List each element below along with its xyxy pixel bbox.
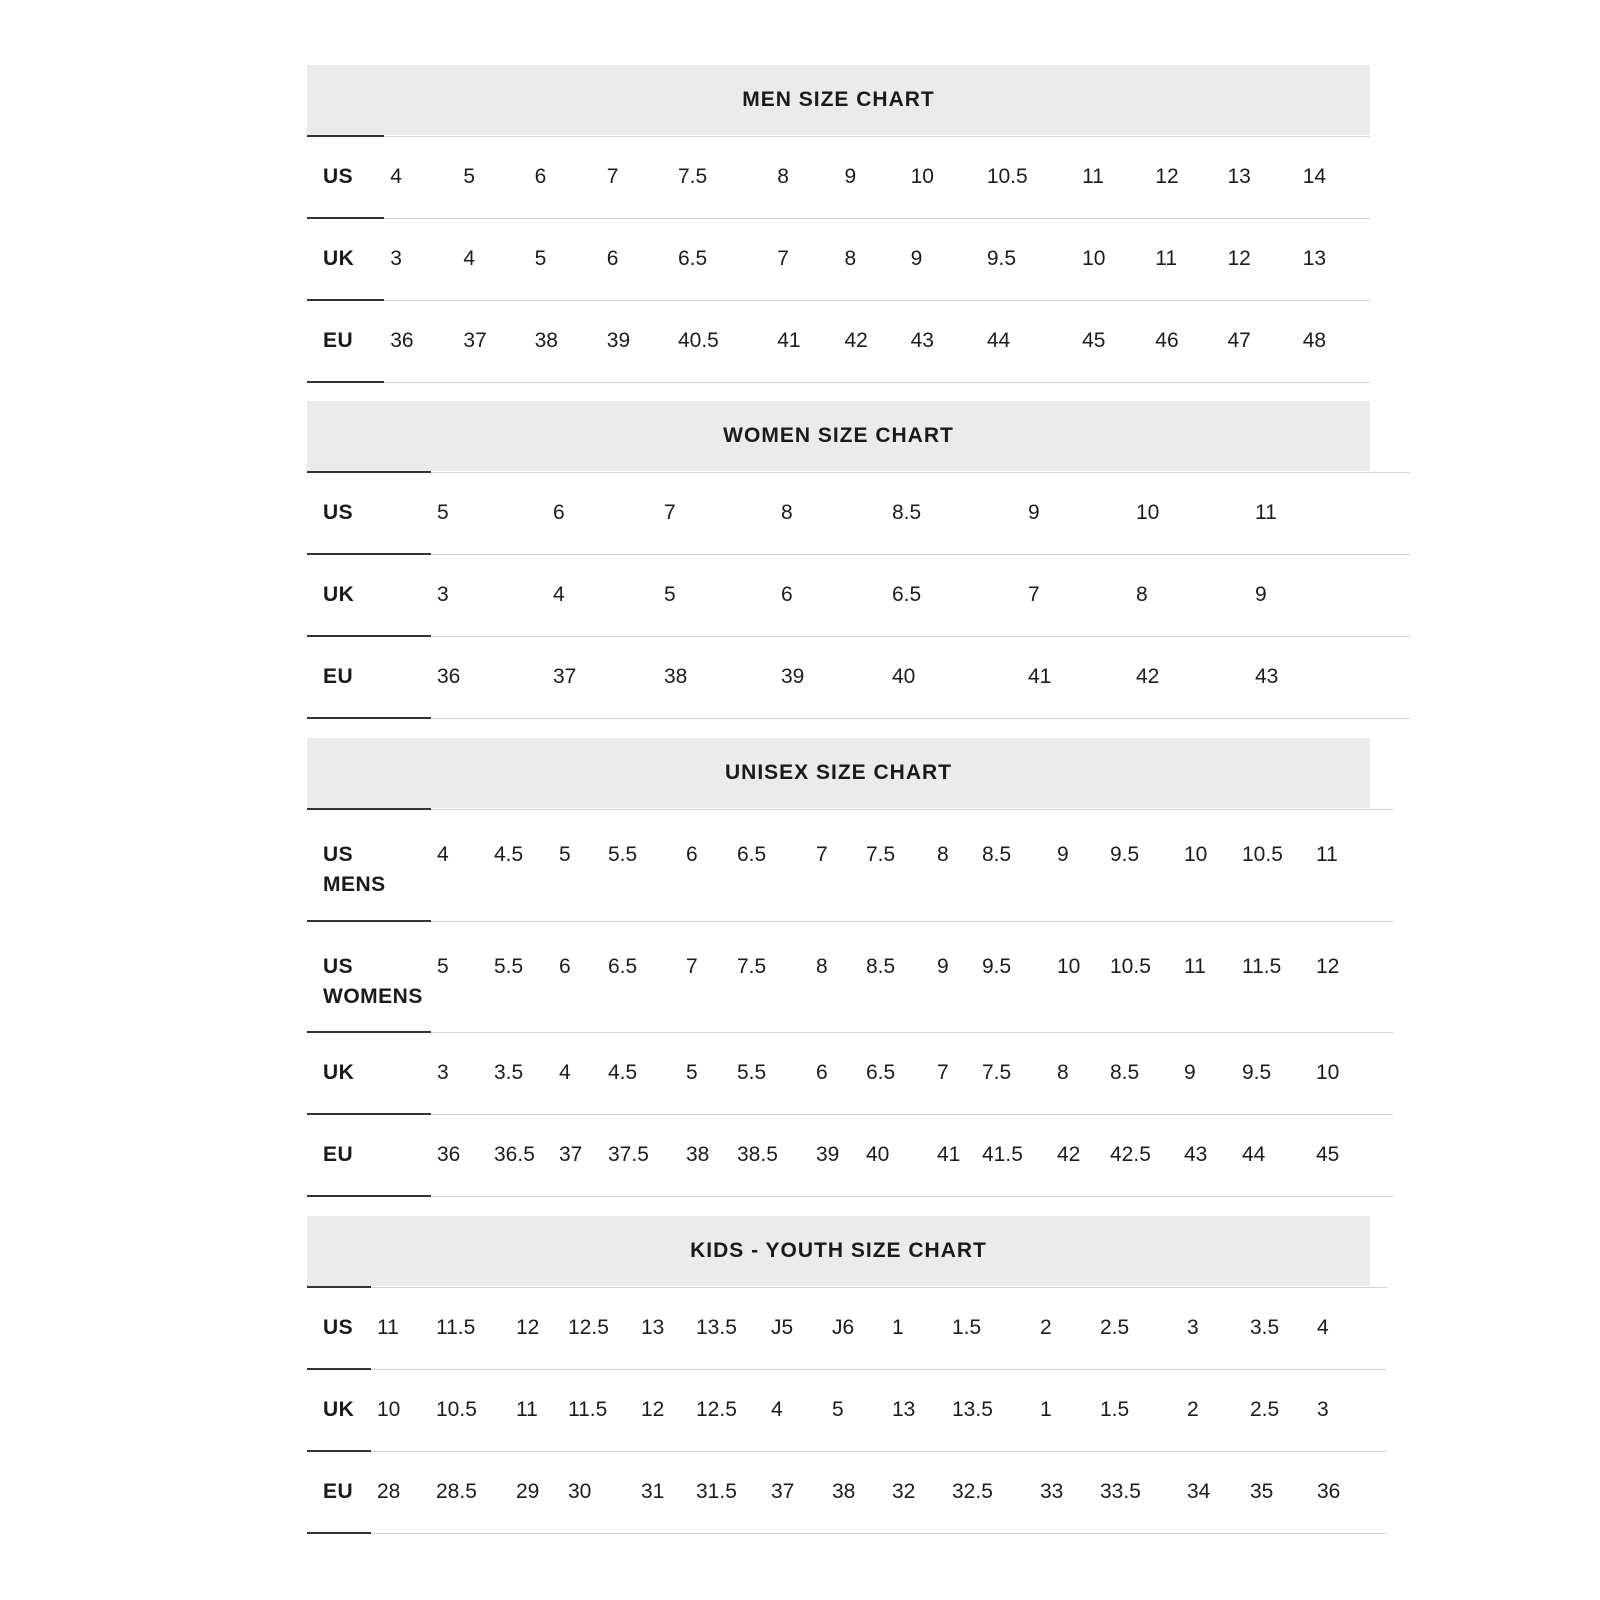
size-cell: 12 <box>1310 921 1393 1032</box>
table-row <box>307 300 1370 382</box>
size-cell: 7 <box>810 809 860 921</box>
size-cell: 8.5 <box>860 921 931 1032</box>
size-cell: 13 <box>886 1369 946 1451</box>
size-cell: J6 <box>826 1287 886 1369</box>
size-cell: 42 <box>1051 1114 1104 1196</box>
chart-title: UNISEX SIZE CHART <box>307 738 1370 808</box>
size-cell: 4 <box>384 136 457 218</box>
size-cell: 5 <box>431 472 547 554</box>
size-cell: 6.5 <box>731 809 810 921</box>
size-cell: 6.5 <box>886 554 1022 636</box>
size-cell: 11 <box>1310 809 1393 921</box>
size-cell: 2.5 <box>1094 1287 1181 1369</box>
size-cell: 3.5 <box>1244 1287 1311 1369</box>
size-cell: 39 <box>601 300 672 382</box>
size-cell: 8 <box>775 472 886 554</box>
size-cell: 6.5 <box>860 1032 931 1114</box>
size-cell: 10.5 <box>981 136 1076 218</box>
size-cell: 45 <box>1076 300 1149 382</box>
size-cell: 1 <box>886 1287 946 1369</box>
size-cell: 6 <box>553 921 602 1032</box>
size-cell: 40 <box>886 636 1022 718</box>
size-cell: 31.5 <box>690 1451 765 1533</box>
size-cell: 37 <box>553 1114 602 1196</box>
size-cell: 6 <box>810 1032 860 1114</box>
table-row <box>307 636 1410 718</box>
size-cell: 45 <box>1310 1114 1393 1196</box>
row-label <box>307 1032 431 1114</box>
size-cell: 41 <box>1022 636 1130 718</box>
size-cell: 11 <box>1076 136 1149 218</box>
size-cell: 36.5 <box>488 1114 553 1196</box>
size-cell: 4 <box>457 218 528 300</box>
size-cell: 11 <box>1149 218 1221 300</box>
size-cell: 44 <box>1236 1114 1310 1196</box>
table-row <box>307 1287 1387 1369</box>
row-label <box>307 1114 431 1196</box>
size-cell: 1 <box>1034 1369 1094 1451</box>
unisex-size-chart <box>307 738 1370 1197</box>
size-cell: 39 <box>810 1114 860 1196</box>
size-cell: 7 <box>931 1032 976 1114</box>
row-label-text: EU <box>323 1143 354 1166</box>
size-cell: 5 <box>431 921 488 1032</box>
size-cell: 6 <box>529 136 601 218</box>
size-cell: 1.5 <box>1094 1369 1181 1451</box>
size-cell: 10 <box>1076 218 1149 300</box>
size-cell: 28 <box>371 1451 430 1533</box>
size-cell: 5.5 <box>488 921 553 1032</box>
table-row <box>307 1369 1387 1451</box>
row-label-text: US <box>323 165 354 188</box>
size-cell: 10 <box>371 1369 430 1451</box>
size-cell: 13 <box>1297 218 1370 300</box>
size-cell: J5 <box>765 1287 826 1369</box>
size-cell: 3 <box>384 218 457 300</box>
row-label <box>307 554 431 636</box>
row-label-text: US <box>323 501 354 524</box>
men-size-chart <box>307 65 1370 383</box>
size-cell: 11 <box>1249 472 1410 554</box>
size-cell: 2.5 <box>1244 1369 1311 1451</box>
row-label <box>307 1451 371 1533</box>
size-cell: 8.5 <box>886 472 1022 554</box>
chart-title: MEN SIZE CHART <box>307 65 1370 135</box>
size-cell: 11.5 <box>1236 921 1310 1032</box>
size-cell: 9 <box>931 921 976 1032</box>
size-cell: 34 <box>1181 1451 1244 1533</box>
size-cell: 6 <box>680 809 731 921</box>
row-label <box>307 1369 371 1451</box>
size-cell: 5 <box>680 1032 731 1114</box>
size-cell: 48 <box>1297 300 1370 382</box>
size-cell: 8.5 <box>976 809 1051 921</box>
size-cell: 38.5 <box>731 1114 810 1196</box>
size-cell: 8 <box>771 136 838 218</box>
size-cell: 7 <box>680 921 731 1032</box>
size-cell: 47 <box>1221 300 1296 382</box>
size-cell: 43 <box>905 300 981 382</box>
size-cell: 7.5 <box>672 136 771 218</box>
table-row <box>307 554 1410 636</box>
row-label <box>307 300 384 382</box>
size-cell: 9 <box>1249 554 1410 636</box>
table-row <box>307 921 1393 1032</box>
size-cell: 38 <box>826 1451 886 1533</box>
row-label <box>307 472 431 554</box>
table-row <box>307 809 1393 921</box>
size-cell: 10 <box>1310 1032 1393 1114</box>
row-label-text: UK <box>323 247 355 270</box>
size-cell: 36 <box>384 300 457 382</box>
size-cell: 13.5 <box>946 1369 1034 1451</box>
size-cell: 42.5 <box>1104 1114 1178 1196</box>
size-cell: 4 <box>547 554 658 636</box>
size-cell: 9.5 <box>1104 809 1178 921</box>
size-cell: 38 <box>680 1114 731 1196</box>
row-label-text: EU <box>323 665 354 688</box>
size-cell: 43 <box>1249 636 1410 718</box>
size-cell: 6.5 <box>672 218 771 300</box>
size-cell: 38 <box>529 300 601 382</box>
size-cell: 9 <box>1051 809 1104 921</box>
size-cell: 4 <box>1311 1287 1387 1369</box>
row-label <box>307 136 384 218</box>
size-cell: 11 <box>1178 921 1236 1032</box>
chart-title: WOMEN SIZE CHART <box>307 401 1370 471</box>
size-cell: 36 <box>431 1114 488 1196</box>
size-cell: 5.5 <box>731 1032 810 1114</box>
row-label <box>307 921 431 1032</box>
size-cell: 4.5 <box>602 1032 680 1114</box>
size-cell: 41.5 <box>976 1114 1051 1196</box>
size-cell: 9.5 <box>976 921 1051 1032</box>
size-cell: 10 <box>1178 809 1236 921</box>
size-cell: 33 <box>1034 1451 1094 1533</box>
size-cell: 10 <box>905 136 981 218</box>
size-cell: 37 <box>765 1451 826 1533</box>
size-cell: 12 <box>635 1369 690 1451</box>
size-cell: 37.5 <box>602 1114 680 1196</box>
size-cell: 40.5 <box>672 300 771 382</box>
size-cell: 3 <box>1181 1287 1244 1369</box>
row-label <box>307 218 384 300</box>
size-cell: 44 <box>981 300 1076 382</box>
row-label-text: EU <box>323 329 354 352</box>
size-table <box>307 135 1370 383</box>
size-cell: 10.5 <box>1104 921 1178 1032</box>
table-row <box>307 1114 1393 1196</box>
size-cell: 8 <box>810 921 860 1032</box>
chart-title: KIDS - YOUTH SIZE CHART <box>307 1216 1370 1286</box>
size-cell: 6 <box>775 554 886 636</box>
size-cell: 12 <box>1221 218 1296 300</box>
size-cell: 10 <box>1130 472 1249 554</box>
row-label-text: WOMENS <box>323 985 423 1008</box>
size-cell: 41 <box>771 300 838 382</box>
size-cell: 2 <box>1181 1369 1244 1451</box>
size-cell: 12 <box>1149 136 1221 218</box>
size-cell: 8 <box>1130 554 1249 636</box>
size-cell: 33.5 <box>1094 1451 1181 1533</box>
size-cell: 7.5 <box>731 921 810 1032</box>
size-cell: 41 <box>931 1114 976 1196</box>
size-cell: 29 <box>510 1451 562 1533</box>
size-cell: 3 <box>1311 1369 1387 1451</box>
row-label <box>307 1287 371 1369</box>
size-cell: 3.5 <box>488 1032 553 1114</box>
size-cell: 9 <box>838 136 904 218</box>
size-cell: 5 <box>826 1369 886 1451</box>
table-row <box>307 1451 1387 1533</box>
size-cell: 4.5 <box>488 809 553 921</box>
kids-youth-size-chart <box>307 1216 1370 1534</box>
size-cell: 42 <box>1130 636 1249 718</box>
size-cell: 10.5 <box>430 1369 510 1451</box>
size-cell: 36 <box>431 636 547 718</box>
size-cell: 42 <box>838 300 904 382</box>
size-cell: 32.5 <box>946 1451 1034 1533</box>
row-label-text: UK <box>323 1061 355 1084</box>
size-cell: 28.5 <box>430 1451 510 1533</box>
size-cell: 1.5 <box>946 1287 1034 1369</box>
table-row <box>307 472 1410 554</box>
size-cell: 9 <box>1022 472 1130 554</box>
size-cell: 38 <box>658 636 775 718</box>
size-cell: 46 <box>1149 300 1221 382</box>
size-cell: 13 <box>1221 136 1296 218</box>
size-cell: 37 <box>457 300 528 382</box>
size-cell: 13.5 <box>690 1287 765 1369</box>
size-cell: 4 <box>431 809 488 921</box>
size-cell: 9.5 <box>1236 1032 1310 1114</box>
size-cell: 13 <box>635 1287 690 1369</box>
size-cell: 10 <box>1051 921 1104 1032</box>
size-cell: 8 <box>1051 1032 1104 1114</box>
size-cell: 11 <box>371 1287 430 1369</box>
size-cell: 5 <box>457 136 528 218</box>
size-cell: 9 <box>1178 1032 1236 1114</box>
row-label <box>307 636 431 718</box>
size-cell: 36 <box>1311 1451 1387 1533</box>
row-label <box>307 809 431 921</box>
women-size-chart <box>307 401 1370 719</box>
size-cell: 39 <box>775 636 886 718</box>
size-cell: 6 <box>601 218 672 300</box>
size-cell: 8 <box>931 809 976 921</box>
size-cell: 7 <box>1022 554 1130 636</box>
size-cell: 37 <box>547 636 658 718</box>
size-cell: 12.5 <box>562 1287 635 1369</box>
size-cell: 9 <box>905 218 981 300</box>
size-cell: 6.5 <box>602 921 680 1032</box>
row-label-text: US <box>323 955 354 978</box>
size-cell: 7.5 <box>860 809 931 921</box>
size-cell: 7 <box>601 136 672 218</box>
size-cell: 6 <box>547 472 658 554</box>
size-cell: 30 <box>562 1451 635 1533</box>
size-cell: 3 <box>431 554 547 636</box>
size-cell: 3 <box>431 1032 488 1114</box>
size-cell: 5 <box>529 218 601 300</box>
size-cell: 5.5 <box>602 809 680 921</box>
size-cell: 11 <box>510 1369 562 1451</box>
size-cell: 11.5 <box>430 1287 510 1369</box>
size-table <box>307 1286 1387 1534</box>
row-label-text: US <box>323 843 354 866</box>
size-cell: 7 <box>658 472 775 554</box>
size-cell: 10.5 <box>1236 809 1310 921</box>
size-cell: 43 <box>1178 1114 1236 1196</box>
size-cell: 5 <box>553 809 602 921</box>
table-row <box>307 1032 1393 1114</box>
size-cell: 12.5 <box>690 1369 765 1451</box>
row-label-text: US <box>323 1316 354 1339</box>
size-cell: 4 <box>765 1369 826 1451</box>
size-cell: 9.5 <box>981 218 1076 300</box>
size-cell: 32 <box>886 1451 946 1533</box>
row-label-text: UK <box>323 583 355 606</box>
size-cell: 35 <box>1244 1451 1311 1533</box>
size-table <box>307 808 1393 1197</box>
size-cell: 7 <box>771 218 838 300</box>
size-cell: 4 <box>553 1032 602 1114</box>
size-cell: 31 <box>635 1451 690 1533</box>
size-cell: 5 <box>658 554 775 636</box>
size-cell: 8.5 <box>1104 1032 1178 1114</box>
size-cell: 12 <box>510 1287 562 1369</box>
size-table <box>307 471 1410 719</box>
size-cell: 7.5 <box>976 1032 1051 1114</box>
size-cell: 8 <box>838 218 904 300</box>
size-cell: 40 <box>860 1114 931 1196</box>
row-label-text: UK <box>323 1398 355 1421</box>
size-cell: 11.5 <box>562 1369 635 1451</box>
size-cell: 2 <box>1034 1287 1094 1369</box>
table-row <box>307 218 1370 300</box>
row-label-text: MENS <box>323 873 386 896</box>
table-row <box>307 136 1370 218</box>
size-cell: 14 <box>1297 136 1370 218</box>
row-label-text: EU <box>323 1480 354 1503</box>
